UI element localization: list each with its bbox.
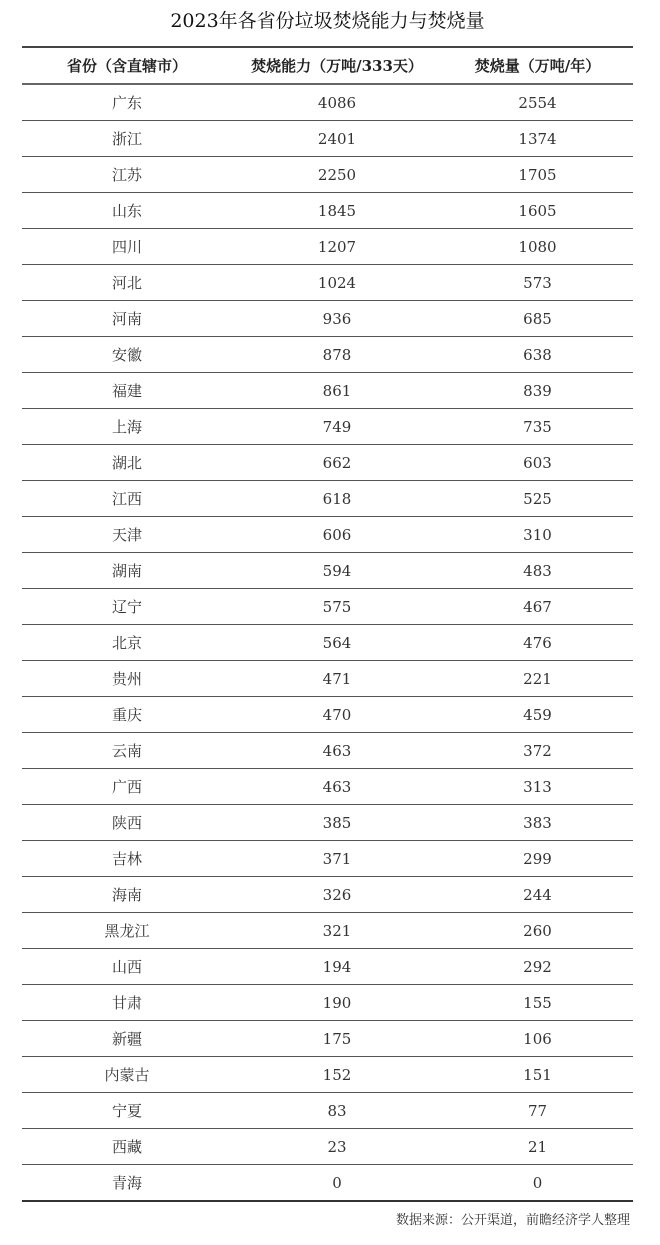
table-row bbox=[22, 1057, 633, 1093]
capacity-cell: 152 bbox=[232, 1057, 442, 1093]
volume-cell: 2554 bbox=[442, 84, 633, 121]
capacity-cell: 618 bbox=[232, 481, 442, 517]
table-row bbox=[22, 445, 633, 481]
table-row bbox=[22, 229, 633, 265]
table-row bbox=[22, 589, 633, 625]
volume-cell: 292 bbox=[442, 949, 633, 985]
table-row bbox=[22, 841, 633, 877]
capacity-cell: 190 bbox=[232, 985, 442, 1021]
table-row bbox=[22, 481, 633, 517]
province-cell: 江西 bbox=[22, 481, 232, 517]
table-row bbox=[22, 625, 633, 661]
province-cell: 重庆 bbox=[22, 697, 232, 733]
table-row bbox=[22, 193, 633, 229]
volume-cell: 310 bbox=[442, 517, 633, 553]
capacity-cell: 606 bbox=[232, 517, 442, 553]
header-volume: 焚烧量（万吨/年） bbox=[442, 47, 633, 84]
volume-cell: 106 bbox=[442, 1021, 633, 1057]
province-cell: 青海 bbox=[22, 1165, 232, 1202]
capacity-cell: 0 bbox=[232, 1165, 442, 1202]
table-row bbox=[22, 157, 633, 193]
volume-cell: 638 bbox=[442, 337, 633, 373]
province-cell: 贵州 bbox=[22, 661, 232, 697]
volume-cell: 525 bbox=[442, 481, 633, 517]
incineration-table bbox=[22, 46, 633, 1202]
capacity-cell: 321 bbox=[232, 913, 442, 949]
volume-cell: 735 bbox=[442, 409, 633, 445]
province-cell: 北京 bbox=[22, 625, 232, 661]
table-row bbox=[22, 913, 633, 949]
province-cell: 陕西 bbox=[22, 805, 232, 841]
capacity-cell: 175 bbox=[232, 1021, 442, 1057]
volume-cell: 573 bbox=[442, 265, 633, 301]
volume-cell: 0 bbox=[442, 1165, 633, 1202]
volume-cell: 383 bbox=[442, 805, 633, 841]
table-row bbox=[22, 84, 633, 121]
province-cell: 上海 bbox=[22, 409, 232, 445]
province-cell: 黑龙江 bbox=[22, 913, 232, 949]
table-row bbox=[22, 1093, 633, 1129]
province-cell: 河南 bbox=[22, 301, 232, 337]
table-row bbox=[22, 697, 633, 733]
volume-cell: 260 bbox=[442, 913, 633, 949]
province-cell: 辽宁 bbox=[22, 589, 232, 625]
province-cell: 江苏 bbox=[22, 157, 232, 193]
table-row bbox=[22, 373, 633, 409]
table-row bbox=[22, 121, 633, 157]
capacity-cell: 2401 bbox=[232, 121, 442, 157]
capacity-cell: 371 bbox=[232, 841, 442, 877]
table-row bbox=[22, 1129, 633, 1165]
capacity-cell: 4086 bbox=[232, 84, 442, 121]
capacity-cell: 878 bbox=[232, 337, 442, 373]
capacity-cell: 575 bbox=[232, 589, 442, 625]
table-row bbox=[22, 877, 633, 913]
province-cell: 四川 bbox=[22, 229, 232, 265]
province-cell: 山西 bbox=[22, 949, 232, 985]
capacity-cell: 471 bbox=[232, 661, 442, 697]
volume-cell: 313 bbox=[442, 769, 633, 805]
volume-cell: 1605 bbox=[442, 193, 633, 229]
capacity-cell: 463 bbox=[232, 733, 442, 769]
volume-cell: 1374 bbox=[442, 121, 633, 157]
volume-cell: 467 bbox=[442, 589, 633, 625]
province-cell: 海南 bbox=[22, 877, 232, 913]
volume-cell: 299 bbox=[442, 841, 633, 877]
volume-cell: 372 bbox=[442, 733, 633, 769]
province-cell: 云南 bbox=[22, 733, 232, 769]
table-row bbox=[22, 265, 633, 301]
table-row bbox=[22, 553, 633, 589]
capacity-cell: 470 bbox=[232, 697, 442, 733]
volume-cell: 483 bbox=[442, 553, 633, 589]
province-cell: 甘肃 bbox=[22, 985, 232, 1021]
page-title: 2023年各省份垃圾焚烧能力与焚烧量 bbox=[170, 10, 485, 32]
table-row bbox=[22, 337, 633, 373]
capacity-cell: 861 bbox=[232, 373, 442, 409]
capacity-cell: 594 bbox=[232, 553, 442, 589]
province-cell: 山东 bbox=[22, 193, 232, 229]
capacity-cell: 83 bbox=[232, 1093, 442, 1129]
province-cell: 新疆 bbox=[22, 1021, 232, 1057]
table-row bbox=[22, 949, 633, 985]
volume-cell: 839 bbox=[442, 373, 633, 409]
province-cell: 湖南 bbox=[22, 553, 232, 589]
source-note: 数据来源：公开渠道，前瞻经济学人整理 bbox=[395, 1213, 630, 1228]
table-header-row bbox=[22, 47, 633, 84]
province-cell: 内蒙古 bbox=[22, 1057, 232, 1093]
province-cell: 浙江 bbox=[22, 121, 232, 157]
province-cell: 福建 bbox=[22, 373, 232, 409]
capacity-cell: 2250 bbox=[232, 157, 442, 193]
capacity-cell: 463 bbox=[232, 769, 442, 805]
volume-cell: 151 bbox=[442, 1057, 633, 1093]
province-cell: 吉林 bbox=[22, 841, 232, 877]
volume-cell: 603 bbox=[442, 445, 633, 481]
table-row bbox=[22, 1165, 633, 1202]
volume-cell: 1705 bbox=[442, 157, 633, 193]
volume-cell: 244 bbox=[442, 877, 633, 913]
volume-cell: 1080 bbox=[442, 229, 633, 265]
volume-cell: 476 bbox=[442, 625, 633, 661]
capacity-cell: 662 bbox=[232, 445, 442, 481]
volume-cell: 77 bbox=[442, 1093, 633, 1129]
province-cell: 河北 bbox=[22, 265, 232, 301]
capacity-cell: 1207 bbox=[232, 229, 442, 265]
volume-cell: 21 bbox=[442, 1129, 633, 1165]
capacity-cell: 385 bbox=[232, 805, 442, 841]
capacity-cell: 749 bbox=[232, 409, 442, 445]
province-cell: 安徽 bbox=[22, 337, 232, 373]
volume-cell: 155 bbox=[442, 985, 633, 1021]
table-row bbox=[22, 517, 633, 553]
table-row bbox=[22, 1021, 633, 1057]
capacity-cell: 1845 bbox=[232, 193, 442, 229]
capacity-cell: 194 bbox=[232, 949, 442, 985]
header-province: 省份（含直辖市） bbox=[22, 47, 232, 84]
header-capacity: 焚烧能力（万吨/333天） bbox=[232, 47, 442, 84]
table-row bbox=[22, 409, 633, 445]
volume-cell: 459 bbox=[442, 697, 633, 733]
province-cell: 天津 bbox=[22, 517, 232, 553]
province-cell: 广东 bbox=[22, 84, 232, 121]
capacity-cell: 326 bbox=[232, 877, 442, 913]
table-row bbox=[22, 805, 633, 841]
capacity-cell: 23 bbox=[232, 1129, 442, 1165]
capacity-cell: 1024 bbox=[232, 265, 442, 301]
table-row bbox=[22, 661, 633, 697]
province-cell: 广西 bbox=[22, 769, 232, 805]
volume-cell: 221 bbox=[442, 661, 633, 697]
province-cell: 湖北 bbox=[22, 445, 232, 481]
table-row bbox=[22, 985, 633, 1021]
province-cell: 西藏 bbox=[22, 1129, 232, 1165]
table-row bbox=[22, 733, 633, 769]
table-row bbox=[22, 769, 633, 805]
capacity-cell: 936 bbox=[232, 301, 442, 337]
province-cell: 宁夏 bbox=[22, 1093, 232, 1129]
volume-cell: 685 bbox=[442, 301, 633, 337]
table-body bbox=[22, 84, 633, 1201]
table-row bbox=[22, 301, 633, 337]
capacity-cell: 564 bbox=[232, 625, 442, 661]
